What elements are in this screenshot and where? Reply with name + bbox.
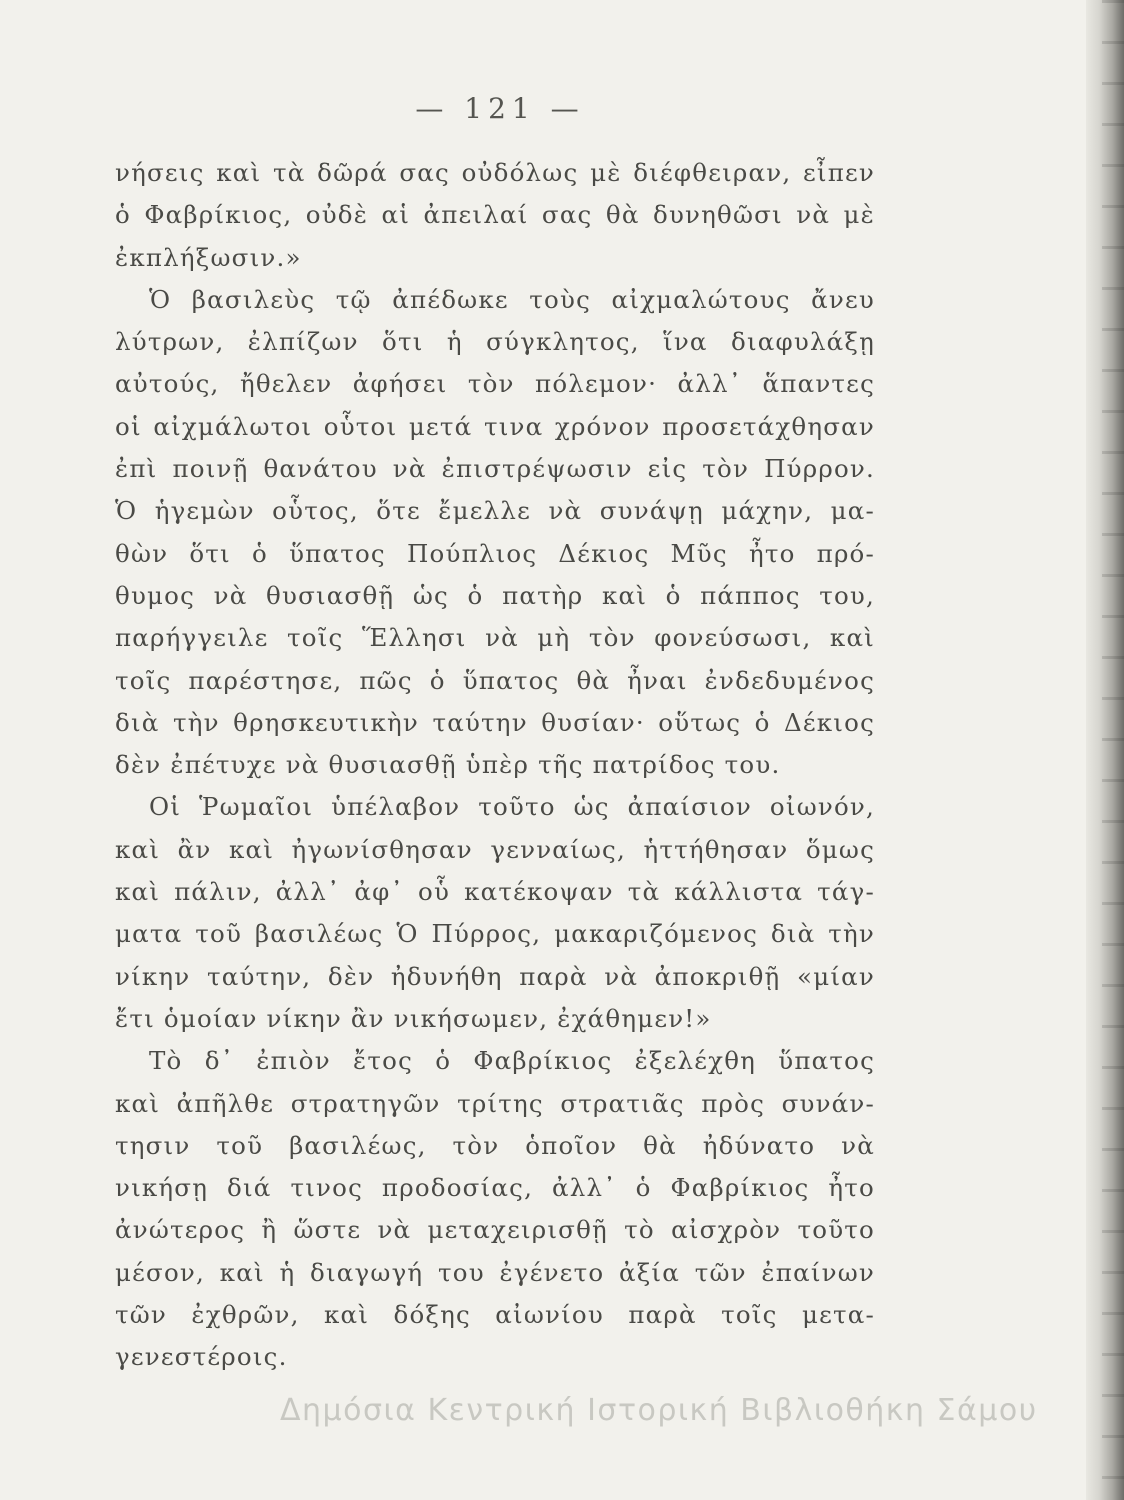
- text-line: διὰ τὴν θρησκευτικὴν ταύτην θυσίαν· οὕτως ὁ Δέκιος: [115, 707, 875, 737]
- paragraph-start-line: Οἱ Ῥωμαῖοι ὑπέλαβον τοῦτο ὡς ἀπαίσιον οἰωνόν,: [149, 792, 875, 822]
- text-line: μέσον, καὶ ἡ διαγωγή του ἐγένετο ἀξία τῶν ἐπαίνων: [115, 1257, 875, 1287]
- text-line: τῶν ἐχθρῶν, καὶ δόξης αἰωνίου παρὰ τοῖς μετα-: [115, 1300, 875, 1330]
- text-line: καὶ ἀπῆλθε στρατηγῶν τρίτης στρατιᾶς πρὸς συνάν-: [115, 1088, 875, 1118]
- text-line: οἱ αἰχμάλωτοι οὗτοι μετά τινα χρόνον προσετάχθησαν: [115, 411, 875, 441]
- paragraph-start-line: Τὸ δ᾽ ἐπιὸν ἔτος ὁ Φαβρίκιος ἐξελέχθη ὕπατος: [149, 1046, 875, 1076]
- text-line: νίκην ταύτην, δὲν ἠδυνήθη παρὰ νὰ ἀποκριθῇ «μίαν: [115, 961, 875, 991]
- text-line: ὁ Φαβρίκιος, οὐδὲ αἱ ἀπειλαί σας θὰ δυνηθῶσι νὰ μὲ: [115, 200, 875, 230]
- text-line: παρήγγειλε τοῖς Ἕλλησι νὰ μὴ τὸν φονεύσωσι, καὶ: [115, 623, 875, 653]
- page-number: — 121 —: [415, 92, 585, 125]
- text-line: ματα τοῦ βασιλέως Ὁ Πύρρος, μακαριζόμενος διὰ τὴν: [115, 919, 875, 949]
- page-edge-texture: [1102, 0, 1124, 1500]
- text-line: καὶ ἂν καὶ ἠγωνίσθησαν γενναίως, ἡττήθησαν ὅμως: [115, 834, 875, 864]
- page-body-text: [115, 152, 875, 1379]
- text-line: νικήσῃ διά τινος προδοσίας, ἀλλ᾽ ὁ Φαβρίκιος ἦτο: [115, 1173, 875, 1203]
- text-line: θὼν ὅτι ὁ ὕπατος Πούπλιος Δέκιος Μῦς ἦτο πρό-: [115, 538, 875, 568]
- library-watermark: Δημόσια Κεντρική Ιστορική Βιβλιοθήκη Σάμου: [280, 1393, 1038, 1428]
- text-line: ἀνώτερος ἢ ὥστε νὰ μεταχειρισθῇ τὸ αἰσχρὸν τοῦτο: [115, 1215, 875, 1245]
- paragraph-start-line: Ὁ βασιλεὺς τῷ ἀπέδωκε τοὺς αἰχμαλώτους ἄνευ: [149, 284, 875, 314]
- text-line: καὶ πάλιν, ἀλλ᾽ ἀφ᾽ οὗ κατέκοψαν τὰ κάλλιστα τάγ-: [115, 877, 875, 907]
- text-line: γενεστέροις.: [115, 1342, 288, 1372]
- text-line: Ὁ ἡγεμὼν οὗτος, ὅτε ἔμελλε νὰ συνάψῃ μάχην, μα-: [115, 496, 875, 526]
- text-line: θυμος νὰ θυσιασθῇ ὡς ὁ πατὴρ καὶ ὁ πάππος του,: [115, 580, 875, 610]
- text-line: ἐκπλήξωσιν.»: [115, 242, 302, 272]
- text-line: νήσεις καὶ τὰ δῶρά σας οὐδόλως μὲ διέφθειραν, εἶπεν: [115, 158, 875, 187]
- text-line: ἔτι ὁμοίαν νίκην ἂν νικήσωμεν, ἐχάθημεν!»: [115, 1003, 712, 1033]
- text-line: αὐτούς, ἤθελεν ἀφήσει τὸν πόλεμον· ἀλλ᾽ ἅπαντες: [115, 369, 875, 399]
- text-line: λύτρων, ἐλπίζων ὅτι ἡ σύγκλητος, ἵνα διαφυλάξῃ: [115, 327, 875, 357]
- text-line: τησιν τοῦ βασιλέως, τὸν ὁποῖον θὰ ἠδύνατο νὰ: [115, 1130, 875, 1160]
- text-line: ἐπὶ ποινῇ θανάτου νὰ ἐπιστρέψωσιν εἰς τὸν Πύρρον.: [115, 454, 875, 484]
- text-line: δὲν ἐπέτυχε νὰ θυσιασθῇ ὑπὲρ τῆς πατρίδος του.: [115, 750, 781, 780]
- text-line: τοῖς παρέστησε, πῶς ὁ ὕπατος θὰ ἦναι ἐνδεδυμένος: [115, 665, 875, 695]
